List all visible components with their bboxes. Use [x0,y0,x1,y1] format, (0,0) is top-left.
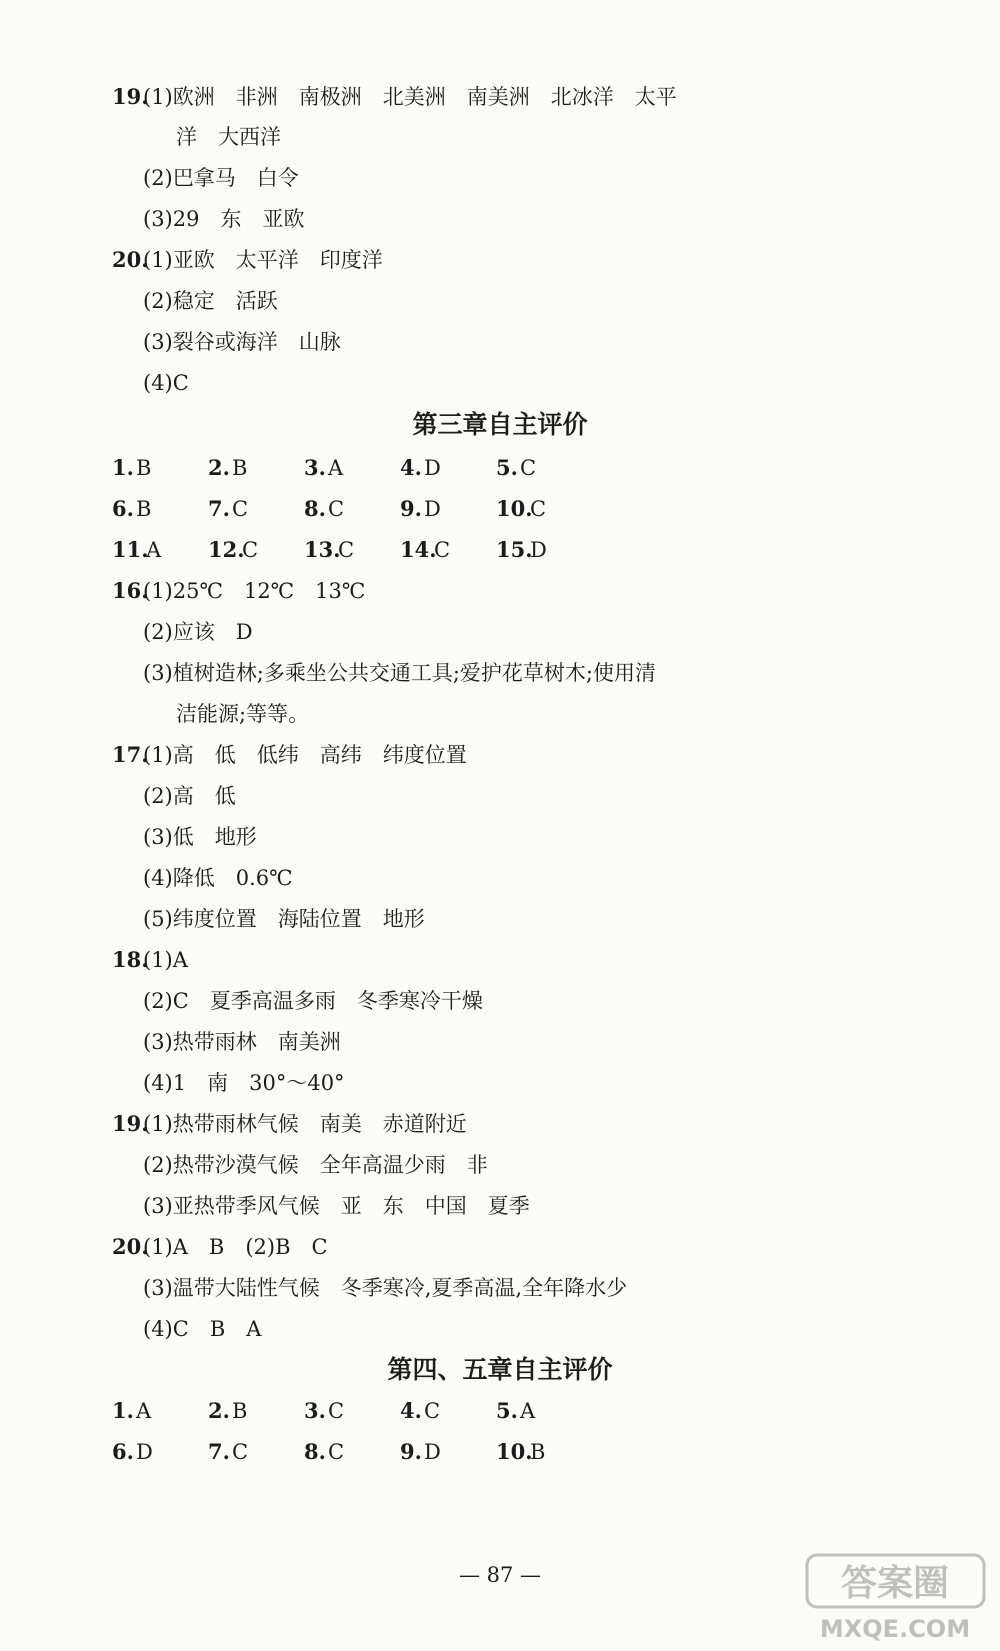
ch3-q20-part3 [0,1309,1000,1349]
choice-answer [112,489,208,529]
watermark-logo [803,1551,988,1643]
ch3-q18-part3 [0,1022,1000,1062]
q19-line1 [0,77,1000,117]
ch3-q17-part2 [0,776,1000,816]
answer-text: (1)高 低 低纬 高纬 纬度位置 [143,743,467,767]
question-number: 9. [400,496,422,521]
answer-text: (1)25℃ 12℃ 13℃ [143,579,366,603]
question-number: 13. [304,537,341,562]
choice-answer [304,448,400,488]
chapter45-title: 第四、五章自主评价 [387,1355,613,1384]
q20-part1 [0,240,1000,280]
q19-part2 [0,158,1000,198]
answer-text: (2)巴拿马 白令 [143,166,299,190]
question-number: 4. [400,1398,422,1423]
answer-text: (4)C [143,371,189,395]
choice-letter: B [232,1399,248,1423]
answer-text: (1)A B (2)B C [143,1235,328,1259]
q20-part3 [0,322,1000,362]
choice-answer [496,1391,592,1431]
question-number: 14. [400,537,437,562]
choice-answer [304,1391,400,1431]
answer-text: (3)植树造林;多乘坐公共交通工具;爱护花草树木;使用清 [143,661,656,685]
watermark-site: MXQE.COM [819,1615,971,1643]
answer-text: (3)热带雨林 南美洲 [143,1030,341,1054]
choice-letter: C [338,538,355,562]
question-number: 1. [112,1398,134,1423]
q19-part3 [0,199,1000,239]
q20-part4 [0,363,1000,403]
ch3-q17-part4 [0,858,1000,898]
ch3-q16-part3-cont [0,694,1000,734]
answer-text: (2)应该 D [143,620,253,644]
answer-text: (2)稳定 活跃 [143,289,278,313]
choice-answer [400,448,496,488]
answer-text: (1)欧洲 非洲 南极洲 北美洲 南美洲 北冰洋 太平 [143,85,677,109]
question-number: 6. [112,496,134,521]
choice-answer [304,1432,400,1472]
answer-text: (5)纬度位置 海陆位置 地形 [143,907,425,931]
ch3-q18-part1 [0,940,1000,980]
choice-answer [112,1432,208,1472]
ch3-q19-part3 [0,1186,1000,1226]
choice-answer [112,448,208,488]
choice-letter: B [136,497,152,521]
answer-text: (3)29 东 亚欧 [143,207,305,231]
question-number: 19. [112,1111,149,1136]
answer-text: (2)热带沙漠气候 全年高温少雨 非 [143,1153,488,1177]
question-number: 17. [112,742,149,767]
question-number: 5. [496,455,518,480]
answer-text: (3)亚热带季风气候 亚 东 中国 夏季 [143,1194,530,1218]
question-number: 4. [400,455,422,480]
ch3-q19-part2 [0,1145,1000,1185]
answer-text: (1)A [143,948,188,972]
question-number: 20. [112,1234,149,1259]
ch3-q16-part1 [0,571,1000,611]
choice-letter: C [328,497,345,521]
choice-answer [304,489,400,529]
choice-letter: D [424,1440,441,1464]
question-number: 7. [208,1439,230,1464]
answer-text: (2)高 低 [143,784,236,808]
choice-letter: C [530,497,547,521]
question-number: 3. [304,1398,326,1423]
choice-answer [304,530,400,570]
choice-answer [208,489,304,529]
q20-part2 [0,281,1000,321]
question-number: 1. [112,455,134,480]
question-number: 19. [112,84,149,109]
choice-answer [208,448,304,488]
ch3-q18-part4 [0,1063,1000,1103]
question-number: 16. [112,578,149,603]
answer-text: (3)温带大陆性气候 冬季寒冷,夏季高温,全年降水少 [143,1276,628,1300]
choice-letter: C [424,1399,441,1423]
ch3-q17-part5 [0,899,1000,939]
choice-letter: D [424,497,441,521]
ch3-q17-part1 [0,735,1000,775]
choice-letter: B [232,456,248,480]
question-number: 2. [208,1398,230,1423]
choice-answer [208,530,304,570]
answer-text: (4)C B A [143,1317,262,1341]
choice-letter: A [146,538,162,562]
choice-answer [496,1432,592,1472]
question-number: 20. [112,247,149,272]
answer-text: (1)热带雨林气候 南美 赤道附近 [143,1112,467,1136]
choice-letter: C [328,1399,345,1423]
choice-answer [496,530,592,570]
choice-letter: A [328,456,344,480]
choice-letter: C [434,538,451,562]
question-number: 11. [112,537,149,562]
choice-answer [400,1432,496,1472]
answer-text: 洋 大西洋 [176,125,281,149]
question-number: 10. [496,496,533,521]
choice-letter: D [136,1440,153,1464]
question-number: 15. [496,537,533,562]
ch3-q19-part1 [0,1104,1000,1144]
question-number: 12. [208,537,245,562]
choice-letter: C [328,1440,345,1464]
page-number: — 87 — [458,1563,542,1587]
ch3-q20-part1 [0,1227,1000,1267]
choice-letter: A [136,1399,152,1423]
choice-letter: B [136,456,152,480]
choice-letter: C [232,1440,249,1464]
choice-letter: C [520,456,537,480]
choice-answer [400,489,496,529]
question-number: 7. [208,496,230,521]
ch3-q18-part2 [0,981,1000,1021]
answer-text: (4)降低 0.6℃ [143,866,293,890]
choice-letter: D [424,456,441,480]
choice-letter: B [530,1440,546,1464]
ch3-q20-part2 [0,1268,1000,1308]
answer-text: (3)裂谷或海洋 山脉 [143,330,341,354]
ch3-q17-part3 [0,817,1000,857]
answer-text: (4)1 南 30°～40° [143,1071,345,1095]
answer-text: 洁能源;等等。 [176,702,310,726]
question-number: 5. [496,1398,518,1423]
choice-answer [496,489,592,529]
question-number: 8. [304,1439,326,1464]
choice-letter: C [242,538,259,562]
answer-text: (2)C 夏季高温多雨 冬季寒冷干燥 [143,989,483,1013]
question-number: 2. [208,455,230,480]
choice-answer [112,1391,208,1431]
question-number: 9. [400,1439,422,1464]
question-number: 18. [112,947,149,972]
choice-answer [208,1432,304,1472]
q19-line2 [0,117,1000,157]
choice-answer [112,530,208,570]
choice-answer [400,1391,496,1431]
ch3-q16-part3 [0,653,1000,693]
choice-answer [496,448,592,488]
question-number: 3. [304,455,326,480]
question-number: 6. [112,1439,134,1464]
watermark-brand: 答案圈 [840,1563,950,1604]
choice-letter: D [530,538,547,562]
choice-answer [400,530,496,570]
choice-letter: A [520,1399,536,1423]
answer-text: (3)低 地形 [143,825,257,849]
choice-letter: C [232,497,249,521]
choice-answer [208,1391,304,1431]
ch3-q16-part2 [0,612,1000,652]
answer-text: (1)亚欧 太平洋 印度洋 [143,248,383,272]
question-number: 10. [496,1439,533,1464]
chapter3-title: 第三章自主评价 [412,410,588,439]
question-number: 8. [304,496,326,521]
